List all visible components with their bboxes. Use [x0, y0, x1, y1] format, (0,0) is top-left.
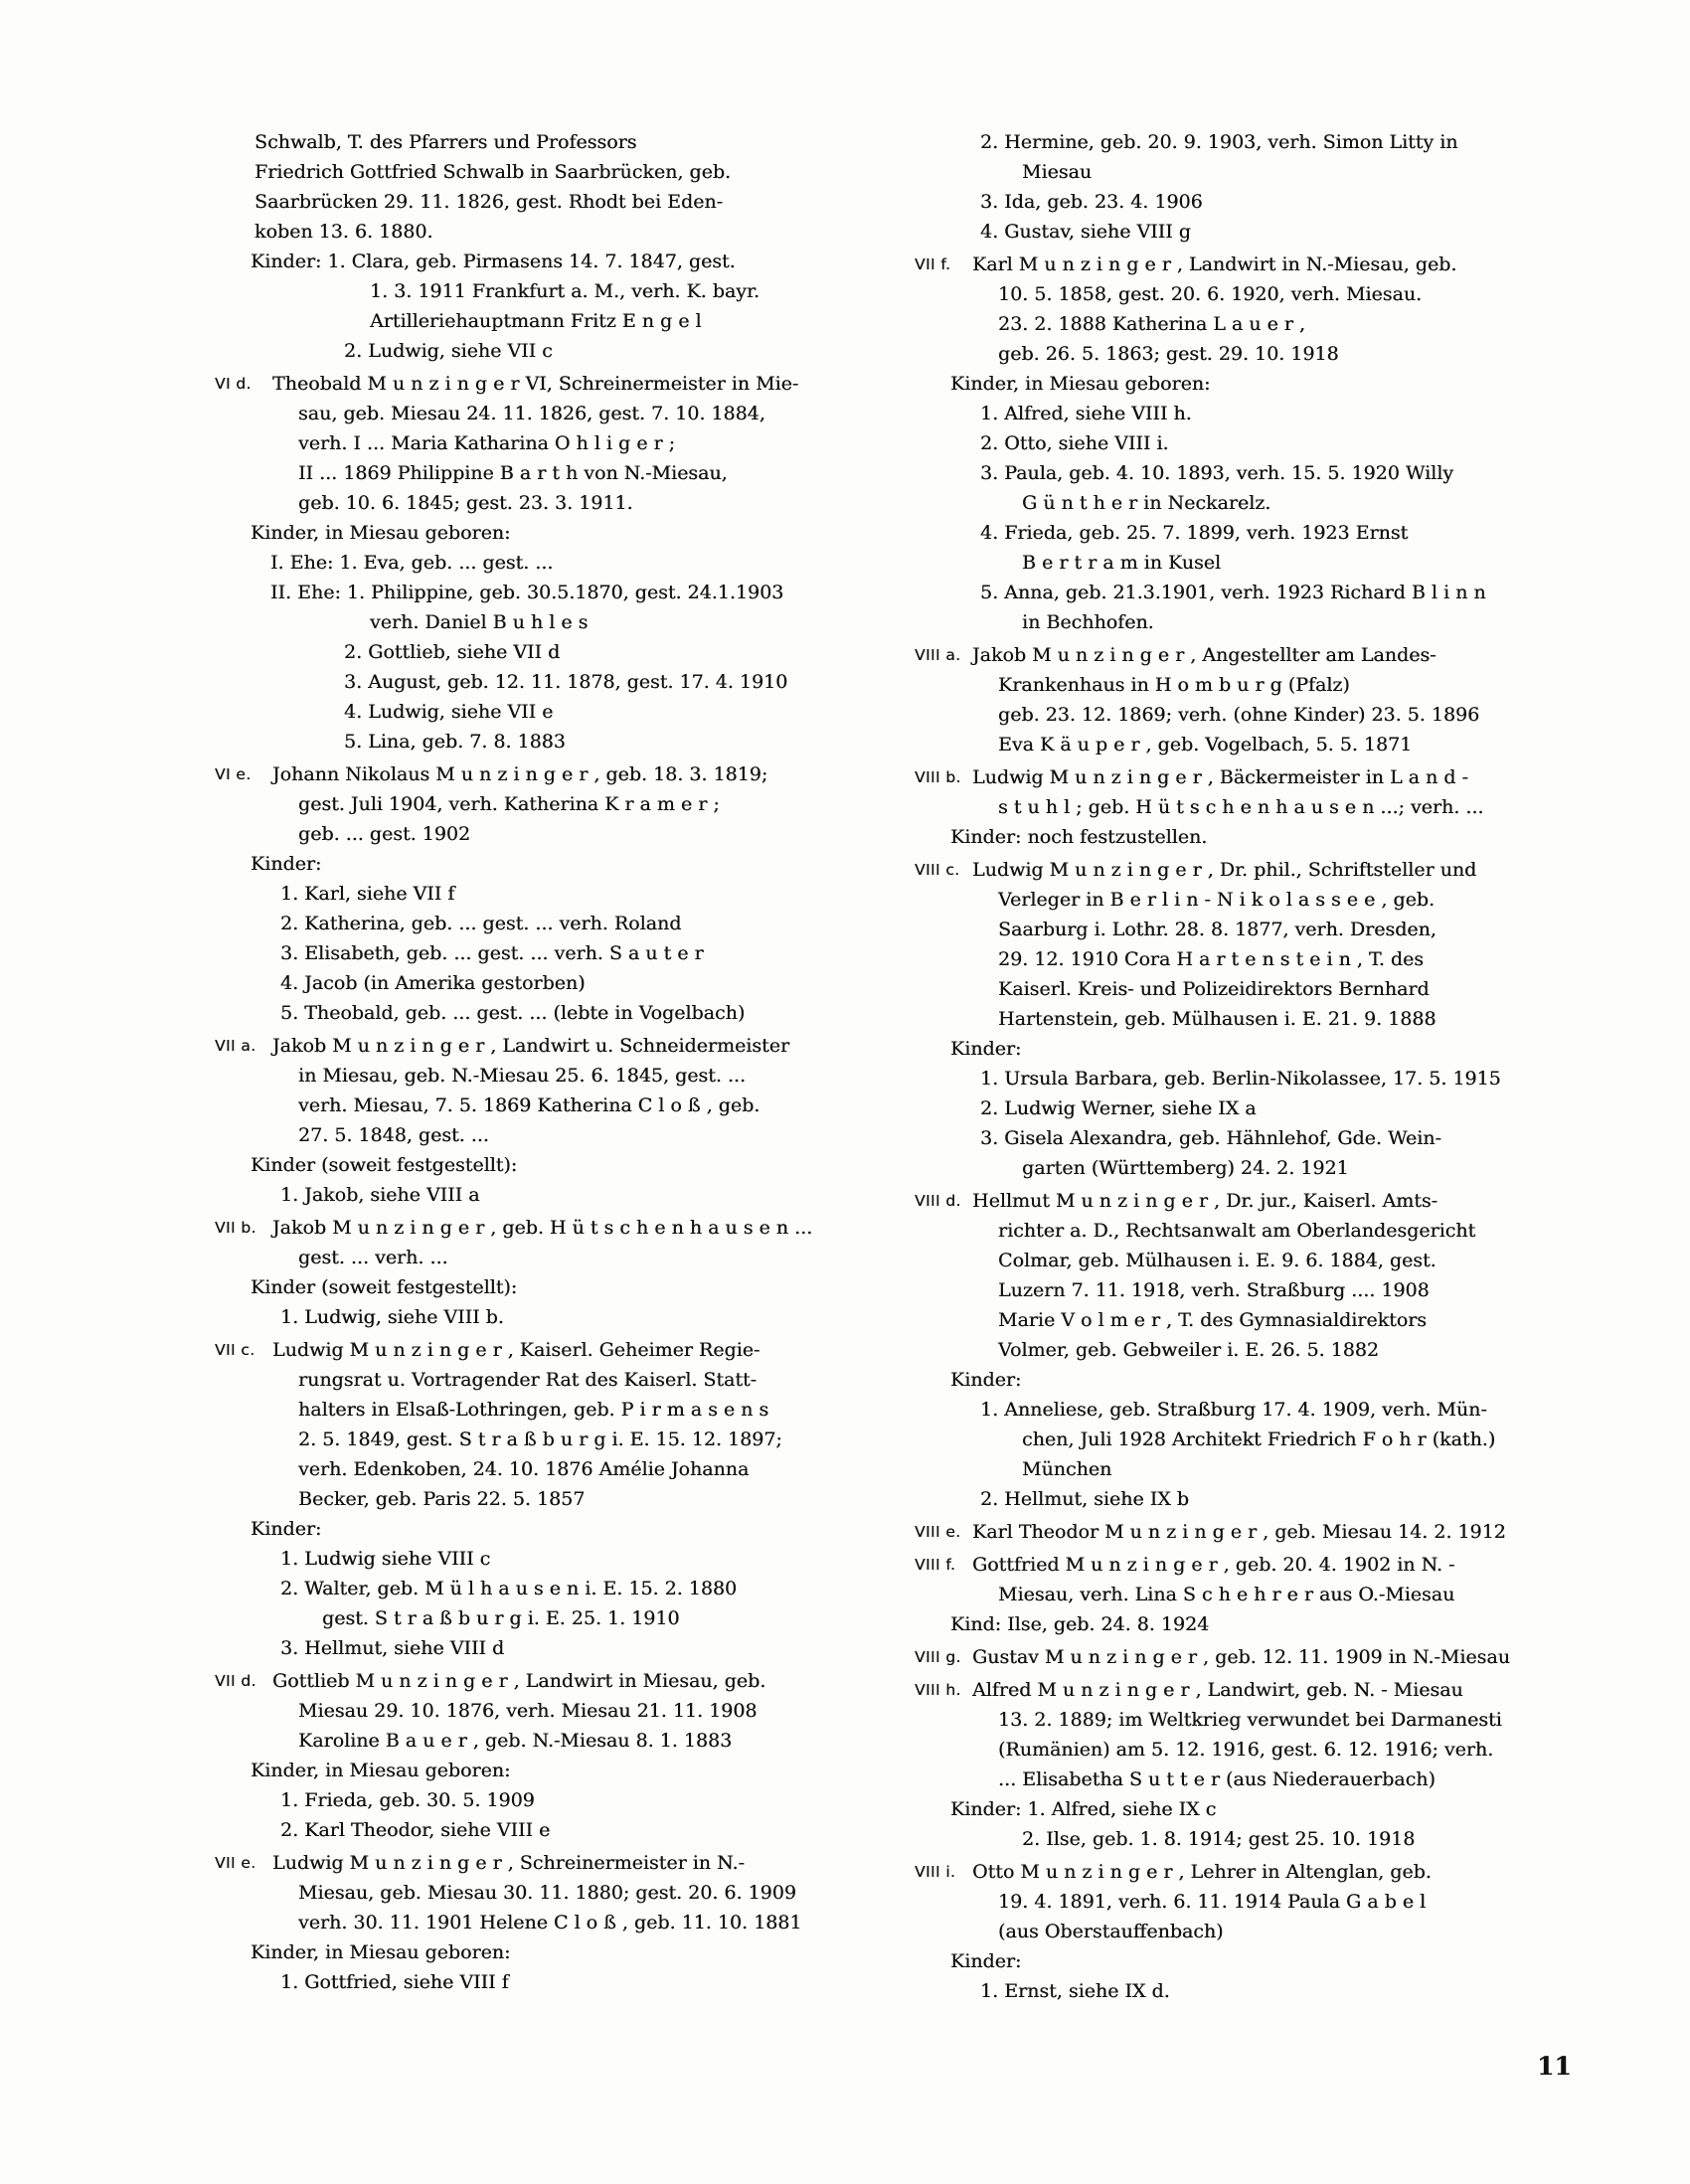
text-line: in Miesau, geb. N.-Miesau 25. 6. 1845, gest. ... — [298, 1065, 747, 1087]
text-line: gest. Juli 1904, verh. Katherina K r a m e r ; — [298, 793, 720, 815]
text-line: geb. 26. 5. 1863; gest. 29. 10. 1918 — [998, 343, 1339, 365]
text-line: verh. Edenkoben, 24. 10. 1876 Amélie Johanna — [298, 1458, 750, 1480]
text-line: Friedrich Gottfried Schwalb in Saarbrücken, geb. — [254, 161, 732, 183]
text-line: Kinder (soweit festgestellt): — [251, 1154, 518, 1176]
text-line: 1. 3. 1911 Frankfurt a. M., verh. K. bayr. — [370, 280, 760, 302]
text-line: Ludwig M u n z i n g e r , Kaiserl. Geheimer Regie- — [272, 1339, 760, 1361]
text-line: (aus Oberstauffenbach) — [998, 1921, 1224, 1942]
genealogy-entry — [915, 127, 1583, 247]
text-line: 23. 2. 1888 Katherina L a u e r , — [998, 313, 1305, 335]
genealogy-entry — [215, 759, 867, 1028]
entry-label: VII f. — [915, 255, 951, 273]
text-line: 10. 5. 1858, gest. 20. 6. 1920, verh. Miesau. — [998, 283, 1423, 305]
text-line: koben 13. 6. 1880. — [254, 221, 433, 243]
entry-label: VII e. — [215, 1854, 256, 1872]
text-line: 4. Frieda, geb. 25. 7. 1899, verh. 1923 Ernst — [980, 522, 1409, 544]
text-line: 1. Anneliese, geb. Straßburg 17. 4. 1909, verh. Mün- — [980, 1399, 1487, 1421]
entry-label: VIII h. — [915, 1681, 961, 1699]
genealogy-entry — [915, 1675, 1583, 1854]
genealogy-entry — [215, 1335, 867, 1663]
text-line: München — [1022, 1458, 1112, 1480]
text-line: Eva K ä u p e r , geb. Vogelbach, 5. 5. 1871 — [998, 734, 1413, 756]
text-line: Verleger in B e r l i n - N i k o l a s s e e , geb. — [998, 889, 1436, 911]
text-line: chen, Juli 1928 Architekt Friedrich F o h r (kath.) — [1022, 1428, 1496, 1450]
entry-label: VII d. — [215, 1672, 256, 1690]
text-line: 1. Jakob, siehe VIII a — [280, 1184, 480, 1206]
text-line: B e r t r a m in Kusel — [1022, 552, 1222, 574]
text-line: rungsrat u. Vortragender Rat des Kaiserl. Statt- — [298, 1369, 758, 1391]
text-line: 1. Karl, siehe VII f — [280, 883, 455, 905]
entry-label: VII c. — [215, 1341, 255, 1359]
entry-label: VIII i. — [915, 1863, 956, 1881]
entry-label: VIII f. — [915, 1556, 956, 1574]
entry-label: VII b. — [215, 1219, 256, 1237]
text-line: 2. Ludwig Werner, siehe IX a — [980, 1097, 1257, 1119]
text-line: 2. Otto, siehe VIII i. — [980, 432, 1169, 454]
text-line: ... Elisabetha S u t t e r (aus Niederauerbach) — [998, 1768, 1436, 1790]
text-line: G ü n t h e r in Neckarelz. — [1022, 492, 1271, 514]
text-line: 29. 12. 1910 Cora H a r t e n s t e i n , T. des — [998, 948, 1425, 970]
text-line: gest. ... verh. ... — [298, 1247, 448, 1268]
text-line: Kinder, in Miesau geboren: — [251, 522, 511, 544]
entry-label: VIII d. — [915, 1192, 961, 1210]
text-line: Saarburg i. Lothr. 28. 8. 1877, verh. Dresden, — [998, 919, 1436, 940]
text-line: 1. Ursula Barbara, geb. Berlin-Nikolassee, 17. 5. 1915 — [980, 1068, 1501, 1090]
text-line: Volmer, geb. Gebweiler i. E. 26. 5. 1882 — [998, 1339, 1379, 1361]
text-line: II. Ehe: 1. Philippine, geb. 30.5.1870, gest. 24.1.1903 — [270, 582, 784, 603]
text-line: Jakob M u n z i n g e r , Angestellter am Landes- — [972, 644, 1436, 666]
text-line: Jakob M u n z i n g e r , geb. H ü t s c h e n h a u s e n ... — [272, 1217, 813, 1239]
entry-label: VI d. — [215, 375, 252, 393]
genealogy-entry — [215, 369, 867, 756]
text-line: 19. 4. 1891, verh. 6. 11. 1914 Paula G a b e l — [998, 1891, 1427, 1913]
genealogy-entry — [915, 1186, 1583, 1514]
genealogy-entry — [915, 1517, 1583, 1547]
text-line: 4. Ludwig, siehe VII e — [344, 701, 554, 723]
text-line: Schwalb, T. des Pfarrers und Professors — [254, 131, 637, 153]
text-line: 2. Hellmut, siehe IX b — [980, 1488, 1189, 1510]
entry-label: VI e. — [215, 765, 252, 783]
entry-label: VIII a. — [915, 646, 961, 664]
text-line: 2. Ilse, geb. 1. 8. 1914; gest 25. 10. 1918 — [1022, 1828, 1416, 1850]
text-line: Ludwig M u n z i n g e r , Dr. phil., Schriftsteller und — [972, 859, 1477, 881]
text-line: Miesau — [1022, 161, 1093, 183]
text-line: Kinder: noch festzustellen. — [950, 826, 1208, 848]
entry-label: VIII g. — [915, 1648, 961, 1666]
text-line: 3. August, geb. 12. 11. 1878, gest. 17. 4. 1910 — [344, 671, 788, 693]
text-line: Kinder (soweit festgestellt): — [251, 1276, 518, 1298]
text-line: 1. Alfred, siehe VIII h. — [980, 403, 1192, 424]
entry-label: VIII c. — [915, 861, 960, 879]
text-line: Alfred M u n z i n g e r , Landwirt, geb. N. - Miesau — [972, 1679, 1463, 1701]
genealogy-entry — [215, 1666, 867, 1845]
text-line: 3. Gisela Alexandra, geb. Hähnlehof, Gde. Wein- — [980, 1127, 1441, 1149]
genealogy-entry — [915, 762, 1583, 852]
text-line: halters in Elsaß-Lothringen, geb. P i r m a s e n s — [298, 1399, 769, 1421]
text-line: Hartenstein, geb. Mülhausen i. E. 21. 9. 1888 — [998, 1008, 1436, 1030]
text-line: Krankenhaus in H o m b u r g (Pfalz) — [998, 674, 1350, 696]
genealogy-entry — [915, 250, 1583, 637]
text-line: Saarbrücken 29. 11. 1826, gest. Rhodt bei Eden- — [254, 191, 724, 213]
text-line: Kinder: — [950, 1950, 1022, 1972]
text-line: 2. Ludwig, siehe VII c — [344, 340, 553, 362]
text-line: Kinder, in Miesau geboren: — [251, 1760, 511, 1781]
text-line: verh. 30. 11. 1901 Helene C l o ß , geb. 11. 10. 1881 — [298, 1912, 802, 1933]
text-line: geb. ... gest. 1902 — [298, 823, 471, 845]
text-line: Artilleriehauptmann Fritz E n g e l — [370, 310, 702, 332]
text-line: verh. Miesau, 7. 5. 1869 Katherina C l o ß , geb. — [298, 1094, 760, 1116]
text-line: Johann Nikolaus M u n z i n g e r , geb. 18. 3. 1819; — [272, 763, 768, 785]
text-line: Ludwig M u n z i n g e r , Bäckermeister in L a n d - — [972, 766, 1468, 788]
text-line: Theobald M u n z i n g e r VI, Schreinermeister in Mie- — [272, 373, 799, 395]
text-line: II ... 1869 Philippine B a r t h von N.-Miesau, — [298, 462, 728, 484]
text-line: garten (Württemberg) 24. 2. 1921 — [1022, 1157, 1349, 1179]
text-column-left — [215, 127, 867, 1997]
text-line: Jakob M u n z i n g e r , Landwirt u. Schneidermeister — [272, 1035, 790, 1057]
genealogy-entry — [215, 1031, 867, 1210]
genealogy-entry — [915, 640, 1583, 759]
text-line: 5. Anna, geb. 21.3.1901, verh. 1923 Richard B l i n n — [980, 582, 1486, 603]
text-line: (Rumänien) am 5. 12. 1916, gest. 6. 12. 1916; verh. — [998, 1739, 1494, 1761]
text-line: Luzern 7. 11. 1918, verh. Straßburg .... 1908 — [998, 1279, 1430, 1301]
text-line: Miesau, verh. Lina S c h e h r e r aus O.-Miesau — [998, 1584, 1455, 1605]
text-line: 3. Paula, geb. 4. 10. 1893, verh. 15. 5. 1920 Willy — [980, 462, 1454, 484]
text-line: Kinder: — [950, 1038, 1022, 1060]
text-line: 1. Frieda, geb. 30. 5. 1909 — [280, 1789, 535, 1811]
text-line: 3. Hellmut, siehe VIII d — [280, 1637, 505, 1659]
text-line: Kinder, in Miesau geboren: — [251, 1941, 511, 1963]
text-line: verh. I ... Maria Katharina O h l i g e r ; — [298, 432, 676, 454]
genealogy-entry — [915, 1857, 1583, 2006]
text-line: gest. S t r a ß b u r g i. E. 25. 1. 1910 — [322, 1607, 680, 1629]
text-line: 1. Ludwig siehe VIII c — [280, 1548, 491, 1570]
text-line: Kinder: 1. Alfred, siehe IX c — [950, 1798, 1217, 1820]
text-line: geb. 23. 12. 1869; verh. (ohne Kinder) 23. 5. 1896 — [998, 704, 1480, 726]
text-line: Karl M u n z i n g e r , Landwirt in N.-Miesau, geb. — [972, 253, 1457, 275]
text-line: 2. Katherina, geb. ... gest. ... verh. Roland — [280, 913, 682, 934]
text-line: Gustav M u n z i n g e r , geb. 12. 11. 1909 in N.-Miesau — [972, 1646, 1510, 1668]
text-line: Karl Theodor M u n z i n g e r , geb. Miesau 14. 2. 1912 — [972, 1521, 1506, 1543]
text-line: Marie V o l m e r , T. des Gymnasialdirektors — [998, 1309, 1427, 1331]
text-line: sau, geb. Miesau 24. 11. 1826, gest. 7. 10. 1884, — [298, 403, 765, 424]
text-line: in Bechhofen. — [1022, 611, 1154, 633]
text-line: 27. 5. 1848, gest. ... — [298, 1124, 489, 1146]
text-line: 5. Theobald, geb. ... gest. ... (lebte in Vogelbach) — [280, 1002, 746, 1024]
text-line: Hellmut M u n z i n g e r , Dr. jur., Kaiserl. Amts- — [972, 1190, 1437, 1212]
page-number: 11 — [1537, 2052, 1572, 2081]
text-line: Kinder: — [251, 1518, 322, 1540]
entry-label: VIII b. — [915, 768, 961, 786]
genealogy-entry — [915, 855, 1583, 1183]
text-line: 1. Gottfried, siehe VIII f — [280, 1971, 509, 1993]
text-line: 5. Lina, geb. 7. 8. 1883 — [344, 731, 566, 753]
text-line: richter a. D., Rechtsanwalt am Oberlandesgericht — [998, 1220, 1476, 1242]
genealogy-entry — [915, 1550, 1583, 1639]
text-line: Gottfried M u n z i n g e r , geb. 20. 4. 1902 in N. - — [972, 1554, 1455, 1576]
text-line: 2. Karl Theodor, siehe VIII e — [280, 1819, 551, 1841]
text-line: 1. Ernst, siehe IX d. — [980, 1980, 1170, 2002]
text-line: Kinder, in Miesau geboren: — [950, 373, 1211, 395]
text-line: Karoline B a u e r , geb. N.-Miesau 8. 1. 1883 — [298, 1730, 733, 1752]
entry-label: VII a. — [215, 1037, 256, 1055]
text-line: Kind: Ilse, geb. 24. 8. 1924 — [950, 1613, 1210, 1635]
text-line: Kinder: 1. Clara, geb. Pirmasens 14. 7. 1847, gest. — [251, 251, 736, 272]
text-line: Otto M u n z i n g e r , Lehrer in Altenglan, geb. — [972, 1861, 1432, 1883]
text-line: Kinder: — [950, 1369, 1022, 1391]
text-line: 2. Gottlieb, siehe VII d — [344, 641, 561, 663]
text-line: I. Ehe: 1. Eva, geb. ... gest. ... — [270, 552, 554, 574]
genealogy-entry — [915, 1642, 1583, 1672]
text-line: 2. Hermine, geb. 20. 9. 1903, verh. Simon Litty in — [980, 131, 1458, 153]
text-line: Miesau 29. 10. 1876, verh. Miesau 21. 11. 1908 — [298, 1700, 758, 1722]
text-line: 2. Walter, geb. M ü l h a u s e n i. E. 15. 2. 1880 — [280, 1578, 738, 1599]
text-line: Colmar, geb. Mülhausen i. E. 9. 6. 1884, gest. — [998, 1250, 1436, 1271]
entry-label: VIII e. — [915, 1523, 961, 1541]
genealogy-entry — [215, 127, 867, 366]
text-line: Gottlieb M u n z i n g e r , Landwirt in Miesau, geb. — [272, 1670, 766, 1692]
text-line: 3. Elisabeth, geb. ... gest. ... verh. S a u t e r — [280, 942, 704, 964]
text-column-right — [915, 127, 1583, 2006]
text-line: Ludwig M u n z i n g e r , Schreinermeister in N.- — [272, 1852, 745, 1874]
genealogy-entry — [215, 1848, 867, 1997]
genealogy-entry — [215, 1213, 867, 1332]
text-line: 4. Gustav, siehe VIII g — [980, 221, 1191, 243]
text-line: 4. Jacob (in Amerika gestorben) — [280, 972, 586, 994]
text-line: geb. 10. 6. 1845; gest. 23. 3. 1911. — [298, 492, 633, 514]
text-line: Kaiserl. Kreis- und Polizeidirektors Bernhard — [998, 978, 1430, 1000]
text-line: 2. 5. 1849, gest. S t r a ß b u r g i. E. 15. 12. 1897; — [298, 1428, 782, 1450]
text-line: Kinder: — [251, 853, 322, 875]
text-line: s t u h l ; geb. H ü t s c h e n h a u s e n ...; verh. ... — [998, 796, 1484, 818]
text-line: 1. Ludwig, siehe VIII b. — [280, 1306, 504, 1328]
text-line: Miesau, geb. Miesau 30. 11. 1880; gest. 20. 6. 1909 — [298, 1882, 796, 1904]
text-line: 13. 2. 1889; im Weltkrieg verwundet bei Darmanesti — [998, 1709, 1502, 1731]
text-line: verh. Daniel B u h l e s — [370, 611, 589, 633]
text-line: Becker, geb. Paris 22. 5. 1857 — [298, 1488, 586, 1510]
text-line: 3. Ida, geb. 23. 4. 1906 — [980, 191, 1203, 213]
